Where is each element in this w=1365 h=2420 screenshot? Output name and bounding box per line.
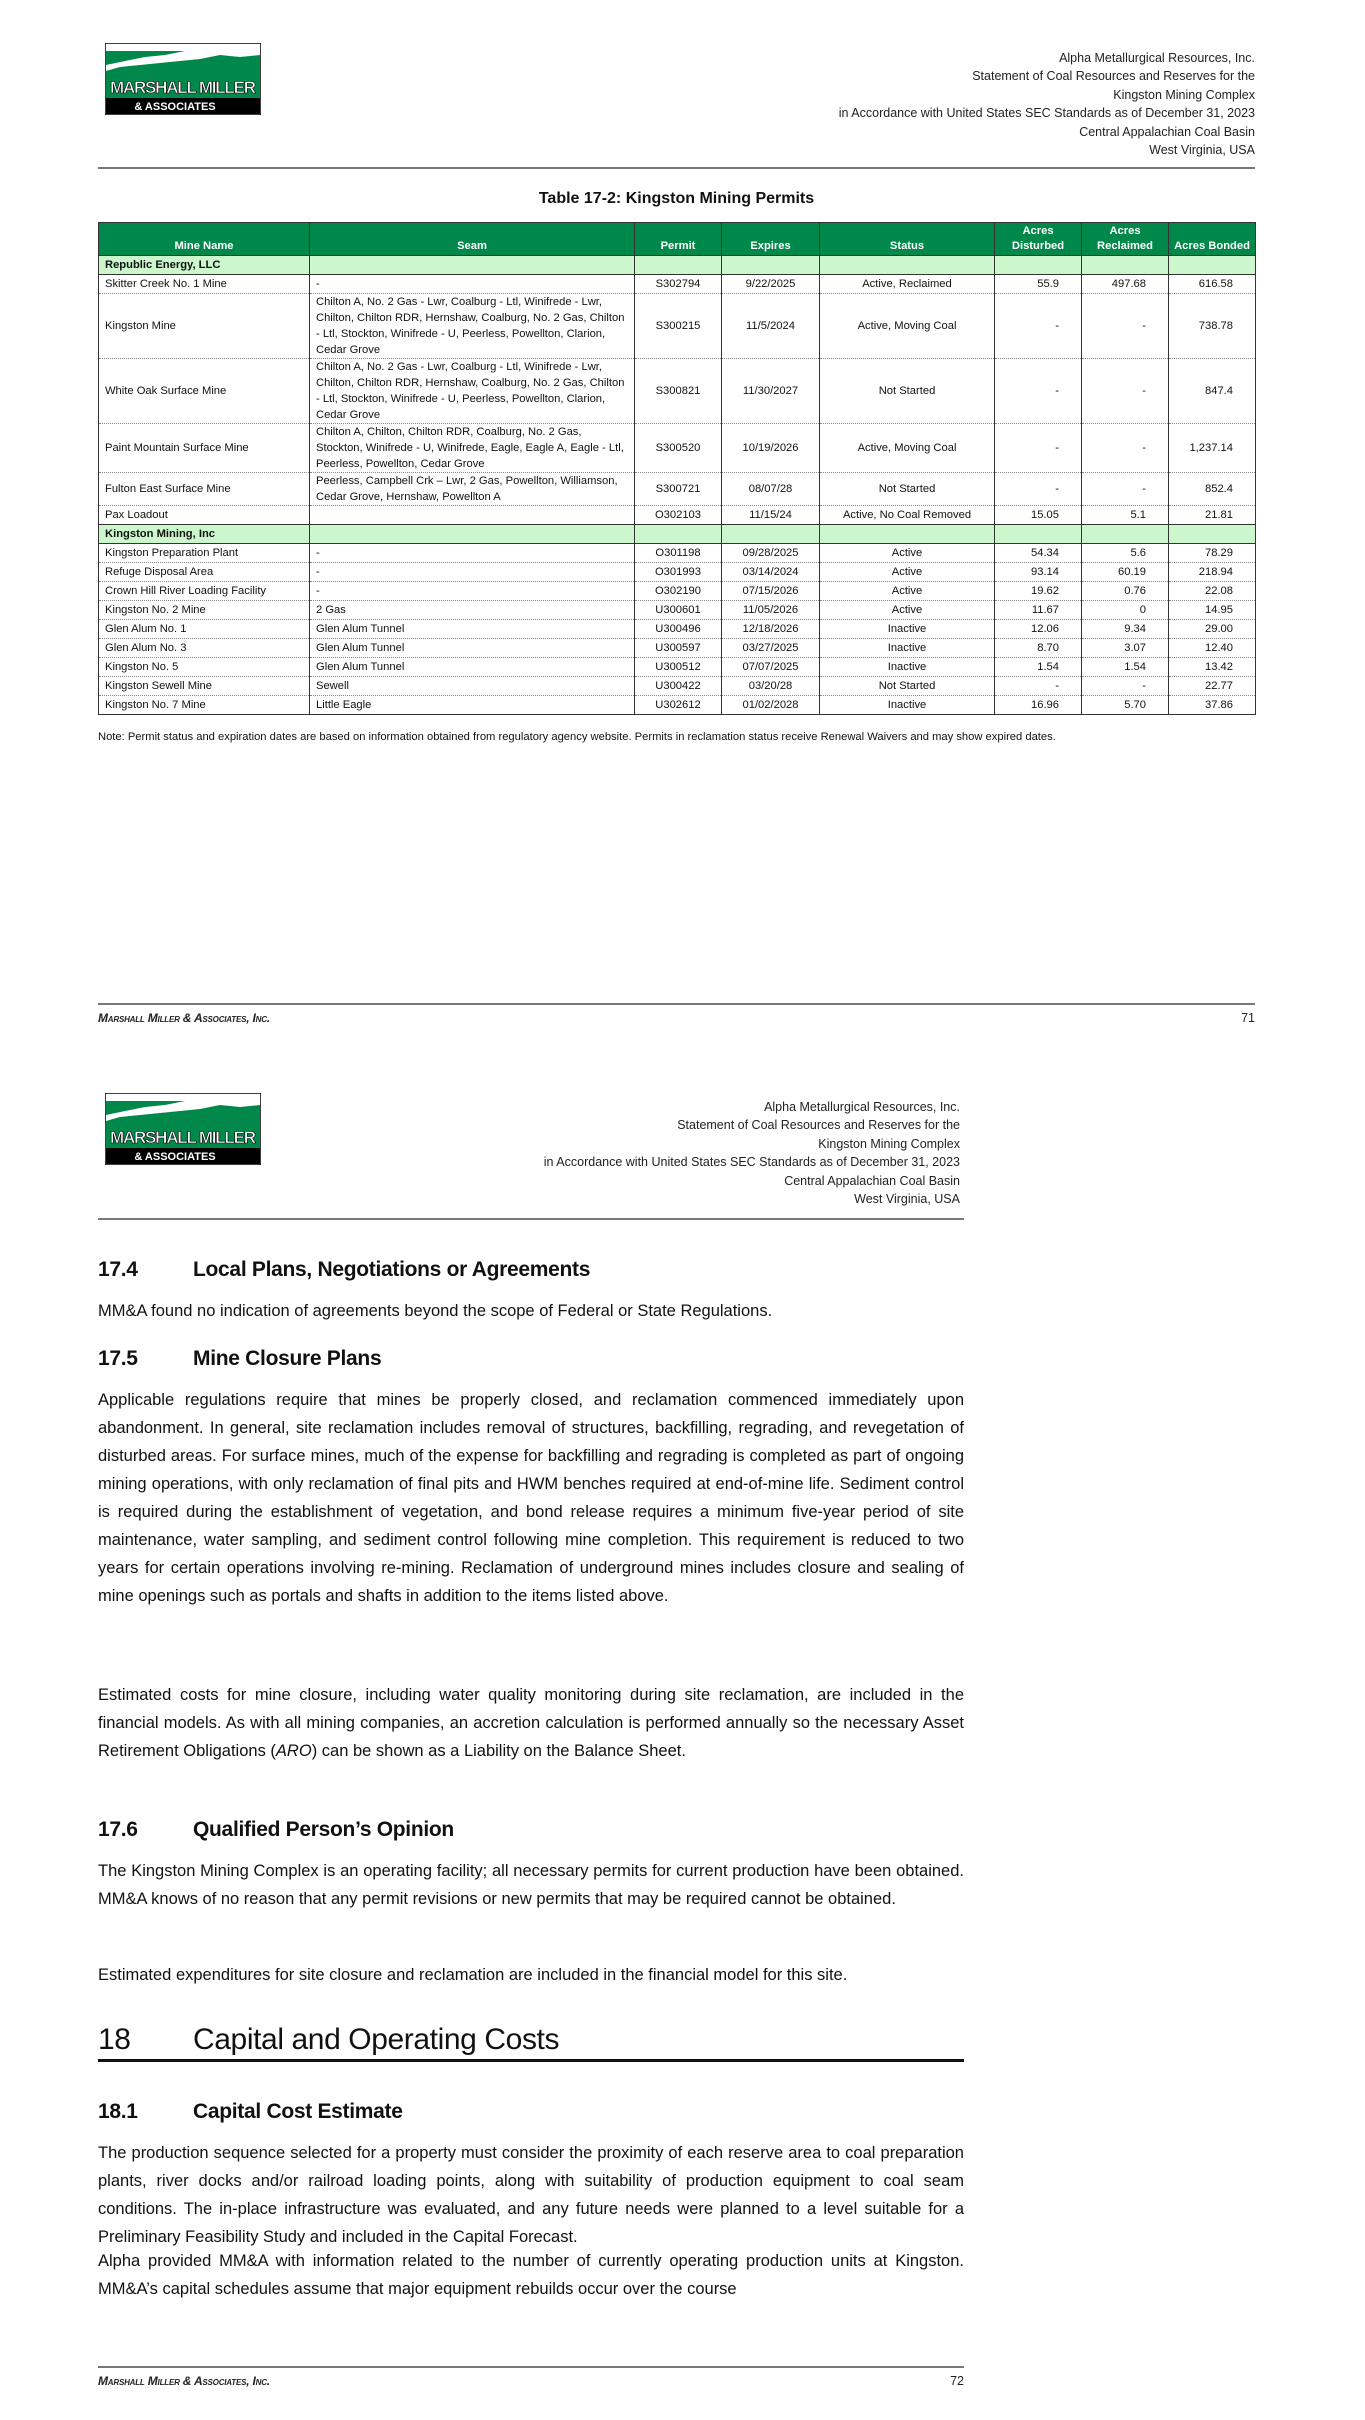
cell-status: Active — [820, 544, 995, 563]
cell-acres-bonded: 852.4 — [1169, 473, 1256, 506]
cell-acres-disturbed: - — [995, 473, 1082, 506]
group-cell — [635, 256, 722, 275]
table-row — [99, 620, 1256, 639]
cell-acres-bonded: 21.81 — [1169, 506, 1256, 525]
cell-acres-bonded: 29.00 — [1169, 620, 1256, 639]
footer-company: Marshall Miller & Associates, Inc. — [98, 2374, 270, 2388]
cell-mine-name: Pax Loadout — [99, 506, 310, 525]
cell-acres-reclaimed: 60.19 — [1082, 563, 1169, 582]
footer-divider — [98, 1003, 1255, 1005]
section-heading-17-6 — [98, 1818, 454, 1842]
cell-permit: U300597 — [635, 639, 722, 658]
section-number: 18.1 — [98, 2100, 138, 2123]
cell-seam: Peerless, Campbell Crk – Lwr, 2 Gas, Powellton, Williamson, Cedar Grove, Hernshaw, Powellton A — [310, 473, 635, 506]
cell-permit: O302103 — [635, 506, 722, 525]
footer-divider — [98, 2366, 964, 2368]
section-title: Local Plans, Negotiations or Agreements — [193, 1258, 591, 1281]
cell-mine-name: Kingston No. 2 Mine — [99, 601, 310, 620]
cell-status: Inactive — [820, 696, 995, 715]
cell-acres-reclaimed: 497.68 — [1082, 275, 1169, 294]
cell-mine-name: Kingston Sewell Mine — [99, 677, 310, 696]
table-row — [99, 601, 1256, 620]
cell-expires: 11/05/2026 — [722, 601, 820, 620]
footer-company: Marshall Miller & Associates, Inc. — [98, 1011, 270, 1025]
cell-status: Not Started — [820, 359, 995, 424]
section-heading-17-5 — [98, 1347, 381, 1371]
cell-acres-bonded: 616.58 — [1169, 275, 1256, 294]
table-row — [99, 696, 1256, 715]
cell-acres-bonded: 22.77 — [1169, 677, 1256, 696]
table-row — [99, 275, 1256, 294]
cell-mine-name: Fulton East Surface Mine — [99, 473, 310, 506]
cell-acres-disturbed: 1.54 — [995, 658, 1082, 677]
cell-permit: S300520 — [635, 424, 722, 473]
cell-acres-bonded: 13.42 — [1169, 658, 1256, 677]
table-row — [99, 424, 1256, 473]
cell-mine-name: Skitter Creek No. 1 Mine — [99, 275, 310, 294]
cell-status: Active, Moving Coal — [820, 424, 995, 473]
cell-mine-name: Glen Alum No. 1 — [99, 620, 310, 639]
cell-seam: Sewell — [310, 677, 635, 696]
table-row — [99, 359, 1256, 424]
group-cell — [310, 525, 635, 544]
cell-acres-disturbed: 54.34 — [995, 544, 1082, 563]
cell-seam — [310, 506, 635, 525]
group-row — [99, 256, 1256, 275]
table-row — [99, 506, 1256, 525]
cell-acres-bonded: 14.95 — [1169, 601, 1256, 620]
section-heading-18-1 — [98, 2100, 403, 2124]
cell-expires: 08/07/28 — [722, 473, 820, 506]
col-header: Acres Disturbed — [995, 223, 1082, 256]
cell-status: Active — [820, 563, 995, 582]
table-row — [99, 544, 1256, 563]
cell-acres-bonded: 37.86 — [1169, 696, 1256, 715]
col-header: Mine Name — [99, 223, 310, 256]
col-header: Acres Reclaimed — [1082, 223, 1169, 256]
table-row — [99, 658, 1256, 677]
group-cell — [995, 525, 1082, 544]
paragraph — [98, 1681, 964, 1765]
cell-acres-reclaimed: - — [1082, 359, 1169, 424]
cell-permit: S300215 — [635, 294, 722, 359]
cell-expires: 12/18/2026 — [722, 620, 820, 639]
cell-expires: 11/5/2024 — [722, 294, 820, 359]
col-header: Status — [820, 223, 995, 256]
section-title: Mine Closure Plans — [193, 1347, 382, 1370]
cell-acres-reclaimed: 3.07 — [1082, 639, 1169, 658]
group-cell — [1082, 256, 1169, 275]
cell-mine-name: Paint Mountain Surface Mine — [99, 424, 310, 473]
document-header — [839, 49, 1255, 159]
group-cell — [310, 256, 635, 275]
cell-acres-disturbed: 19.62 — [995, 582, 1082, 601]
page-number: 72 — [950, 2374, 964, 2388]
cell-acres-reclaimed: - — [1082, 677, 1169, 696]
cell-permit: U300512 — [635, 658, 722, 677]
cell-acres-disturbed: - — [995, 677, 1082, 696]
cell-seam: - — [310, 563, 635, 582]
section-title: Capital Cost Estimate — [193, 2100, 403, 2123]
header-line: in Accordance with United States SEC Standards as of December 31, 2023 — [543, 1155, 960, 1170]
cell-seam: Glen Alum Tunnel — [310, 658, 635, 677]
cell-seam: Chilton A, No. 2 Gas - Lwr, Coalburg - Ltl, Winifrede - Lwr, Chilton, Chilton RDR, Hernshaw, Coalburg, No. 2 Gas, Chilton - Ltl, Stockton, Winifrede - U, Peerless, Powellton, Clarion, Cedar Grove — [310, 294, 635, 359]
cell-seam: Little Eagle — [310, 696, 635, 715]
cell-acres-disturbed: 16.96 — [995, 696, 1082, 715]
cell-expires: 07/15/2026 — [722, 582, 820, 601]
cell-status: Inactive — [820, 620, 995, 639]
table-row — [99, 563, 1256, 582]
cell-permit: S300821 — [635, 359, 722, 424]
group-row — [99, 525, 1256, 544]
cell-expires: 01/02/2028 — [722, 696, 820, 715]
table-title: Table 17-2: Kingston Mining Permits — [538, 190, 815, 207]
cell-acres-bonded: 78.29 — [1169, 544, 1256, 563]
cell-seam: - — [310, 582, 635, 601]
col-header: Expires — [722, 223, 820, 256]
group-cell — [1169, 525, 1256, 544]
svg-text:& ASSOCIATES: & ASSOCIATES — [134, 1151, 216, 1163]
cell-expires: 03/14/2024 — [722, 563, 820, 582]
cell-permit: U300422 — [635, 677, 722, 696]
chapter-heading-18 — [98, 2023, 964, 2062]
cell-acres-bonded: 218.94 — [1169, 563, 1256, 582]
cell-mine-name: Glen Alum No. 3 — [99, 639, 310, 658]
cell-permit: U302612 — [635, 696, 722, 715]
abbreviation: ARO — [275, 1742, 312, 1760]
cell-seam: Chilton A, Chilton, Chilton RDR, Coalburg, No. 2 Gas, Stockton, Winifrede - U, Winifrede, Eagle, Eagle A, Eagle - Ltl, Peerless, Powellton, Cedar Grove — [310, 424, 635, 473]
cell-acres-reclaimed: 1.54 — [1082, 658, 1169, 677]
paragraph: The production sequence selected for a property must consider the proximity of each reserve area to coal preparation plants, river docks and/or railroad loading points, along with suitability of production equipment to coal seam conditions. The in-place infrastructure was evaluated, and any future needs were planned to a level suitable for a Preliminary Feasibility Study and included in the Capital Forecast. — [98, 2144, 964, 2246]
svg-text:MARSHALL MILLER: MARSHALL MILLER — [110, 1128, 256, 1147]
section-heading-17-4 — [98, 1258, 590, 1282]
svg-text:MARSHALL MILLER: MARSHALL MILLER — [110, 78, 256, 97]
col-header: Seam — [310, 223, 635, 256]
chapter-title: Capital and Operating Costs — [193, 2023, 560, 2056]
table-row — [99, 473, 1256, 506]
cell-expires: 03/20/28 — [722, 677, 820, 696]
cell-acres-disturbed: 15.05 — [995, 506, 1082, 525]
header-line: Central Appalachian Coal Basin — [784, 1173, 960, 1188]
group-cell — [995, 256, 1082, 275]
cell-seam: 2 Gas — [310, 601, 635, 620]
cell-status: Active — [820, 582, 995, 601]
section-title: Qualified Person’s Opinion — [193, 1818, 454, 1841]
cell-permit: U300601 — [635, 601, 722, 620]
section-number: 17.4 — [98, 1258, 138, 1281]
group-cell — [1169, 256, 1256, 275]
cell-acres-disturbed: - — [995, 359, 1082, 424]
document-header — [544, 1098, 960, 1208]
cell-expires: 9/22/2025 — [722, 275, 820, 294]
cell-acres-disturbed: - — [995, 294, 1082, 359]
header-divider — [98, 167, 1255, 169]
group-cell — [722, 256, 820, 275]
cell-acres-disturbed: 11.67 — [995, 601, 1082, 620]
cell-mine-name: White Oak Surface Mine — [99, 359, 310, 424]
cell-acres-disturbed: 8.70 — [995, 639, 1082, 658]
paragraph: MM&A found no indication of agreements beyond the scope of Federal or State Regulations. — [98, 1302, 773, 1320]
cell-acres-reclaimed: - — [1082, 424, 1169, 473]
cell-acres-reclaimed: - — [1082, 473, 1169, 506]
header-line: Alpha Metallurgical Resources, Inc. — [764, 1100, 960, 1114]
group-cell — [1082, 525, 1169, 544]
cell-acres-reclaimed: 5.1 — [1082, 506, 1169, 525]
header-line: in Accordance with United States SEC Standards as of December 31, 2023 — [838, 106, 1255, 121]
header-line: Statement of Coal Resources and Reserves for the — [677, 1118, 960, 1133]
cell-acres-reclaimed: 0.76 — [1082, 582, 1169, 601]
cell-acres-reclaimed: 5.6 — [1082, 544, 1169, 563]
cell-acres-disturbed: - — [995, 424, 1082, 473]
chapter-number: 18 — [98, 2023, 131, 2056]
cell-mine-name: Kingston No. 5 — [99, 658, 310, 677]
header-line: Alpha Metallurgical Resources, Inc. — [1059, 51, 1255, 65]
cell-seam: Glen Alum Tunnel — [310, 639, 635, 658]
cell-permit: S300721 — [635, 473, 722, 506]
cell-acres-disturbed: 55.9 — [995, 275, 1082, 294]
cell-acres-bonded: 22.08 — [1169, 582, 1256, 601]
svg-text:& ASSOCIATES: & ASSOCIATES — [134, 101, 216, 113]
cell-expires: 10/19/2026 — [722, 424, 820, 473]
cell-status: Inactive — [820, 658, 995, 677]
cell-expires: 07/07/2025 — [722, 658, 820, 677]
cell-mine-name: Kingston Mine — [99, 294, 310, 359]
paragraph: Alpha provided MM&A with information related to the number of currently operating production units at Kingston. MM&A’s capital schedules assume that major equipment rebuilds occur over the course — [98, 2252, 964, 2298]
table-row — [99, 639, 1256, 658]
cell-permit: O302190 — [635, 582, 722, 601]
header-line: Central Appalachian Coal Basin — [1079, 124, 1255, 139]
header-line: Kingston Mining Complex — [818, 1136, 960, 1151]
cell-acres-reclaimed: 0 — [1082, 601, 1169, 620]
cell-expires: 11/30/2027 — [722, 359, 820, 424]
table-note: Note: Permit status and expiration dates are based on information obtained from regulatory agency website. Permits in reclamation status receive Renewal Waivers and may show expired dates. — [98, 731, 1056, 743]
table-row — [99, 294, 1256, 359]
cell-acres-bonded: 1,237.14 — [1169, 424, 1256, 473]
cell-status: Active, Moving Coal — [820, 294, 995, 359]
paragraph-text: Estimated costs for mine closure, including water quality monitoring during site reclamation, are included in the financial models. As with all mining companies, an accretion calculation is performed annually so the necessary Asset Retirement Obligations ( — [98, 1686, 964, 1760]
group-cell — [635, 525, 722, 544]
cell-acres-disturbed: 93.14 — [995, 563, 1082, 582]
header-line: West Virginia, USA — [1149, 143, 1255, 158]
cell-expires: 03/27/2025 — [722, 639, 820, 658]
section-number: 17.5 — [98, 1347, 138, 1370]
cell-acres-bonded: 847.4 — [1169, 359, 1256, 424]
page-number: 71 — [1241, 1011, 1255, 1025]
cell-permit: O301198 — [635, 544, 722, 563]
cell-permit: S302794 — [635, 275, 722, 294]
paragraph-text: ) can be shown as a Liability on the Balance Sheet. — [311, 1742, 686, 1760]
cell-mine-name: Crown Hill River Loading Facility — [99, 582, 310, 601]
cell-mine-name: Refuge Disposal Area — [99, 563, 310, 582]
permits-table — [98, 222, 1256, 715]
cell-status: Not Started — [820, 677, 995, 696]
cell-permit: U300496 — [635, 620, 722, 639]
col-header: Permit — [635, 223, 722, 256]
group-cell — [820, 525, 995, 544]
paragraph: Estimated expenditures for site closure and reclamation are included in the financial model for this site. — [98, 1966, 848, 1984]
group-name: Kingston Mining, Inc — [99, 525, 310, 544]
cell-status: Inactive — [820, 639, 995, 658]
group-cell — [820, 256, 995, 275]
cell-acres-reclaimed: 9.34 — [1082, 620, 1169, 639]
cell-acres-bonded: 738.78 — [1169, 294, 1256, 359]
cell-seam: Chilton A, No. 2 Gas - Lwr, Coalburg - Ltl, Winifrede - Lwr, Chilton, Chilton RDR, Hernshaw, Coalburg, No. 2 Gas, Chilton - Ltl, Stockton, Winifrede - U, Peerless, Powellton, Clarion, Cedar Grove — [310, 359, 635, 424]
cell-permit: O301993 — [635, 563, 722, 582]
table-row — [99, 677, 1256, 696]
table-row — [99, 582, 1256, 601]
cell-expires: 11/15/24 — [722, 506, 820, 525]
cell-status: Active — [820, 601, 995, 620]
header-line: Kingston Mining Complex — [1113, 87, 1255, 102]
section-number: 17.6 — [98, 1818, 138, 1841]
col-header: Acres Bonded — [1169, 223, 1256, 256]
cell-status: Not Started — [820, 473, 995, 506]
marshall-miller-logo — [105, 1093, 261, 1165]
paragraph: The Kingston Mining Complex is an operating facility; all necessary permits for current production have been obtained. MM&A knows of no reason that any permit revisions or new permits that may be required cannot be obtained. — [98, 1862, 964, 1908]
cell-status: Active, No Coal Removed — [820, 506, 995, 525]
cell-status: Active, Reclaimed — [820, 275, 995, 294]
cell-expires: 09/28/2025 — [722, 544, 820, 563]
paragraph: Applicable regulations require that mines be properly closed, and reclamation commenced immediately upon abandonment. In general, site reclamation includes removal of structures, backfilling, regrading, and revegetation of disturbed areas. For surface mines, much of the expense for backfilling and regrading is completed as part of ongoing mining operations, with only reclamation of final pits and HWM benches required at end-of-mine life. Sediment control is required during the establishment of vegetation, and bond release requires a minimum five-year period of site maintenance, water sampling, and sediment control following mine completion. This requirement is reduced to two years for certain operations involving re-mining. Reclamation of underground mines includes closure and sealing of mine openings such as portals and shafts in addition to the items listed above. — [98, 1391, 964, 1605]
cell-acres-reclaimed: - — [1082, 294, 1169, 359]
cell-seam: Glen Alum Tunnel — [310, 620, 635, 639]
cell-mine-name: Kingston Preparation Plant — [99, 544, 310, 563]
cell-acres-bonded: 12.40 — [1169, 639, 1256, 658]
group-name: Republic Energy, LLC — [99, 256, 310, 275]
marshall-miller-logo — [105, 43, 261, 115]
header-divider — [98, 1218, 964, 1220]
table-header-row — [99, 223, 1256, 256]
cell-mine-name: Kingston No. 7 Mine — [99, 696, 310, 715]
cell-acres-reclaimed: 5.70 — [1082, 696, 1169, 715]
header-line: Statement of Coal Resources and Reserves for the — [972, 69, 1255, 84]
cell-acres-disturbed: 12.06 — [995, 620, 1082, 639]
cell-seam: - — [310, 544, 635, 563]
group-cell — [722, 525, 820, 544]
header-line: West Virginia, USA — [854, 1192, 960, 1207]
cell-seam: - — [310, 275, 635, 294]
